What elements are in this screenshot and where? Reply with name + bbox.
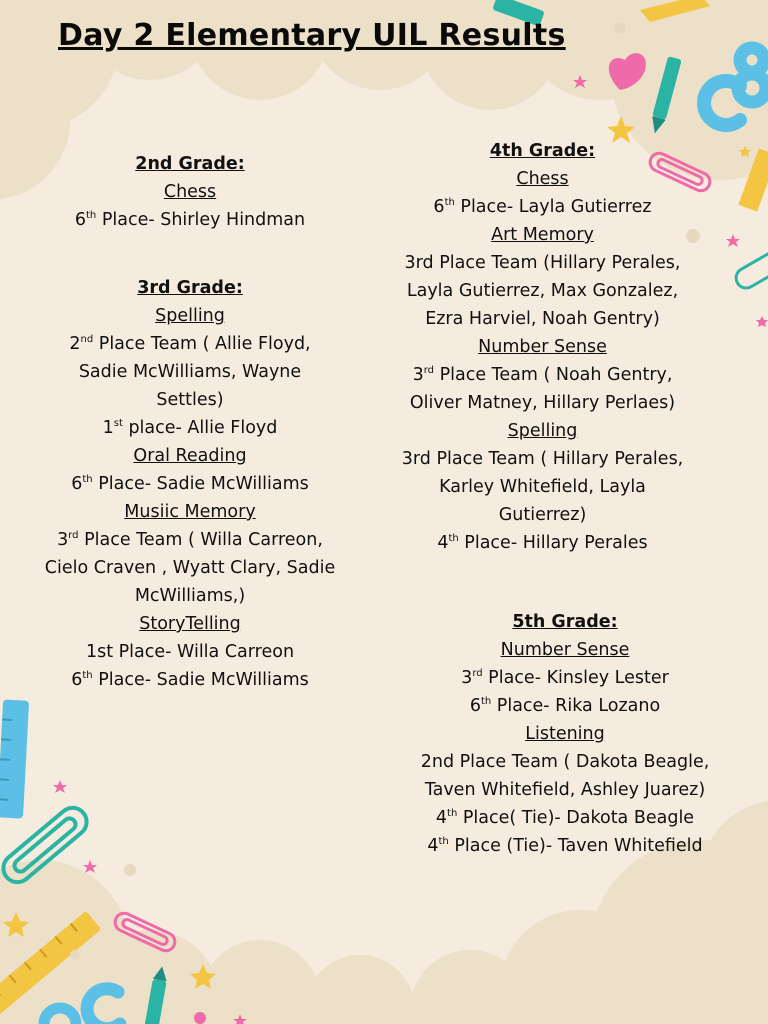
grade-5-header: 5th Grade: [512, 612, 618, 632]
event-number-sense-g5: Number Sense [500, 640, 630, 660]
result-line: Layla Gutierrez, Max Gonzalez, [406, 281, 679, 301]
result-line: Gutierrez) [498, 505, 587, 525]
result-line: 3rd Place Team (Hillary Perales, [404, 253, 681, 273]
grade-4-header: 4th Grade: [489, 141, 596, 161]
result-line: 6th Place- Shirley Hindman [74, 210, 306, 230]
result-line: Taven Whitefield, Ashley Juarez) [424, 780, 706, 800]
result-line: 4th Place (Tie)- Taven Whitefield [427, 836, 703, 856]
result-line: 2nd Place Team ( Allie Floyd, [69, 334, 311, 354]
event-oral-reading-g3: Oral Reading [133, 446, 247, 466]
result-line: 6th Place- Layla Gutierrez [433, 197, 652, 217]
result-line: 1st Place- Willa Carreon [85, 642, 295, 662]
grade-3-header: 3rd Grade: [137, 278, 243, 298]
star-pink-bottom2-icon [83, 860, 97, 873]
star-pink-right-icon [726, 234, 740, 247]
result-line: 3rd Place- Kinsley Lester [461, 668, 669, 688]
result-line: 2nd Place Team ( Dakota Beagle, [420, 752, 710, 772]
result-line: 1st place- Allie Floyd [102, 418, 278, 438]
result-line: Oliver Matney, Hillary Perlaes) [409, 393, 676, 413]
event-chess-g2: Chess [163, 182, 217, 202]
event-music-memory-g3: Musiic Memory [124, 502, 256, 522]
result-line: McWilliams,) [134, 586, 246, 606]
event-spelling-g3: Spelling [155, 306, 225, 326]
event-chess-g4: Chess [516, 169, 569, 189]
result-line: Sadie McWilliams, Wayne [78, 362, 302, 382]
result-line: Settles) [156, 390, 224, 410]
result-line: 4th Place( Tie)- Dakota Beagle [435, 808, 695, 828]
result-line: Cielo Craven , Wyatt Clary, Sadie [44, 558, 336, 578]
event-art-memory-g4: Art Memory [491, 225, 594, 245]
star-pink-bottom-icon [53, 780, 67, 793]
left-column [10, 150, 370, 694]
paperclip-teal-right-icon [732, 248, 768, 291]
page-title: Day 2 Elementary UIL Results [58, 18, 566, 53]
result-line: 3rd Place Team ( Willa Carreon, [57, 530, 323, 550]
result-line: Ezra Harviel, Noah Gentry) [425, 309, 660, 329]
event-listening-g5: Listening [525, 724, 605, 744]
result-line: 6th Place- Sadie McWilliams [71, 474, 309, 494]
event-spelling-g4: Spelling [507, 421, 578, 441]
result-line: 3rd Place Team ( Noah Gentry, [412, 365, 673, 385]
result-line: 3rd Place Team ( Hillary Perales, [401, 449, 684, 469]
right-column-grade-5 [395, 608, 735, 860]
right-column-grade-4 [370, 137, 715, 557]
result-line: 6th Place- Sadie McWilliams [71, 670, 309, 690]
result-line: 4th Place- Hillary Perales [437, 533, 648, 553]
grade-2-header: 2nd Grade: [135, 154, 245, 174]
result-line: 6th Place- Rika Lozano [469, 696, 661, 716]
event-storytelling-g3: StoryTelling [139, 614, 241, 634]
star-pink-small-right-icon [756, 316, 768, 327]
ruler-blue-icon [0, 699, 29, 818]
result-line: Karley Whitefield, Layla [439, 477, 646, 497]
event-number-sense-g4: Number Sense [478, 337, 607, 357]
